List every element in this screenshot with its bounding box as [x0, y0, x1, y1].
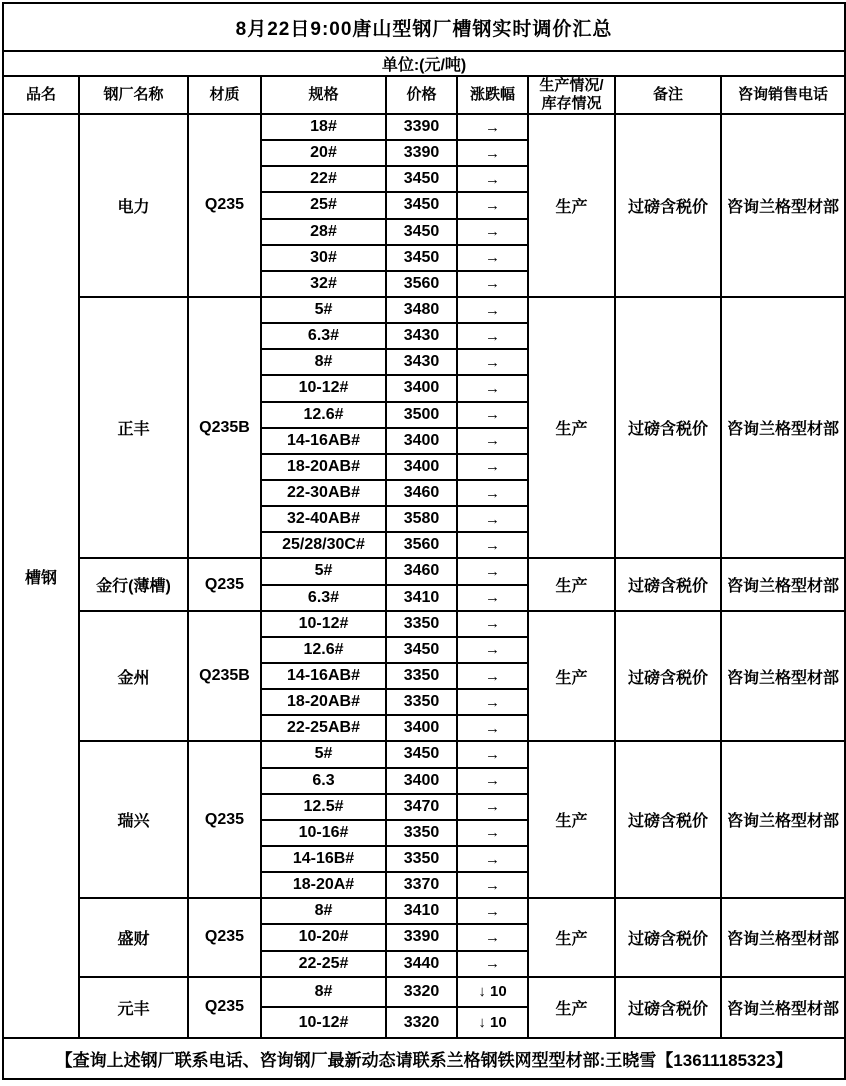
spec-cell: 18# [261, 114, 386, 140]
price-cell: 3450 [386, 219, 457, 245]
production-status-cell: 生产 [528, 898, 615, 976]
price-cell: 3400 [386, 768, 457, 794]
change-indicator-cell: → [457, 951, 528, 977]
spec-cell: 18-20AB# [261, 689, 386, 715]
column-header-6: 涨跌幅 [457, 76, 528, 114]
price-cell: 3450 [386, 637, 457, 663]
price-cell: 3500 [386, 402, 457, 428]
change-indicator-cell: → [457, 820, 528, 846]
table-row [3, 977, 845, 1008]
price-cell: 3440 [386, 951, 457, 977]
change-indicator-cell: → [457, 323, 528, 349]
price-cell: 3460 [386, 558, 457, 584]
spec-cell: 22-30AB# [261, 480, 386, 506]
price-cell: 3470 [386, 794, 457, 820]
spec-cell: 10-12# [261, 611, 386, 637]
column-header-8: 备注 [615, 76, 721, 114]
spec-cell: 12.5# [261, 794, 386, 820]
price-cell: 3560 [386, 532, 457, 558]
mill-name-cell: 电力 [79, 114, 188, 297]
spec-cell: 8# [261, 349, 386, 375]
change-indicator-cell: → [457, 689, 528, 715]
production-status-cell: 生产 [528, 558, 615, 610]
sales-phone-cell: 咨询兰格型材部 [721, 741, 845, 898]
price-cell: 3370 [386, 872, 457, 898]
spec-cell: 6.3 [261, 768, 386, 794]
price-cell: 3410 [386, 898, 457, 924]
mill-name-cell: 瑞兴 [79, 741, 188, 898]
spec-cell: 12.6# [261, 637, 386, 663]
spec-cell: 10-16# [261, 820, 386, 846]
price-cell: 3400 [386, 428, 457, 454]
spec-cell: 8# [261, 977, 386, 1008]
remark-cell: 过磅含税价 [615, 898, 721, 976]
price-cell: 3450 [386, 741, 457, 767]
column-header-7: 生产情况/ 库存情况 [528, 76, 615, 114]
spec-cell: 25# [261, 192, 386, 218]
price-cell: 3390 [386, 114, 457, 140]
change-indicator-cell: → [457, 375, 528, 401]
material-cell: Q235 [188, 977, 261, 1038]
material-cell: Q235 [188, 558, 261, 610]
change-indicator-cell: → [457, 245, 528, 271]
mill-name-cell: 元丰 [79, 977, 188, 1038]
change-indicator-cell: → [457, 558, 528, 584]
sales-phone-cell: 咨询兰格型材部 [721, 297, 845, 558]
column-header-2: 钢厂名称 [79, 76, 188, 114]
sales-phone-cell: 咨询兰格型材部 [721, 898, 845, 976]
table-row [3, 297, 845, 323]
price-cell: 3430 [386, 349, 457, 375]
change-indicator-cell: → [457, 114, 528, 140]
unit-row [3, 51, 845, 76]
price-cell: 3390 [386, 140, 457, 166]
spec-cell: 6.3# [261, 585, 386, 611]
remark-cell: 过磅含税价 [615, 741, 721, 898]
price-cell: 3400 [386, 454, 457, 480]
spec-cell: 20# [261, 140, 386, 166]
change-indicator-cell: → [457, 898, 528, 924]
price-cell: 3390 [386, 924, 457, 950]
title-row [3, 3, 845, 51]
spec-cell: 32-40AB# [261, 506, 386, 532]
spec-cell: 25/28/30C# [261, 532, 386, 558]
spec-cell: 14-16AB# [261, 663, 386, 689]
spec-cell: 14-16B# [261, 846, 386, 872]
spec-cell: 6.3# [261, 323, 386, 349]
spec-cell: 22-25AB# [261, 715, 386, 741]
spec-cell: 28# [261, 219, 386, 245]
spec-cell: 5# [261, 741, 386, 767]
price-cell: 3450 [386, 166, 457, 192]
price-cell: 3460 [386, 480, 457, 506]
remark-cell: 过磅含税价 [615, 558, 721, 610]
price-cell: 3450 [386, 245, 457, 271]
table-row [3, 558, 845, 584]
spec-cell: 10-12# [261, 1007, 386, 1038]
price-cell: 3350 [386, 663, 457, 689]
price-cell: 3480 [386, 297, 457, 323]
price-cell: 3400 [386, 375, 457, 401]
spec-cell: 8# [261, 898, 386, 924]
material-cell: Q235 [188, 898, 261, 976]
price-cell: 3410 [386, 585, 457, 611]
material-cell: Q235B [188, 297, 261, 558]
change-indicator-cell: → [457, 846, 528, 872]
change-indicator-cell: → [457, 532, 528, 558]
price-cell: 3320 [386, 1007, 457, 1038]
spec-cell: 5# [261, 558, 386, 584]
spec-cell: 18-20AB# [261, 454, 386, 480]
change-indicator-cell: → [457, 166, 528, 192]
column-header-9: 咨询销售电话 [721, 76, 845, 114]
change-indicator-cell: ↓ 10 [457, 977, 528, 1008]
price-cell: 3350 [386, 820, 457, 846]
mill-name-cell: 正丰 [79, 297, 188, 558]
column-header-4: 规格 [261, 76, 386, 114]
remark-cell: 过磅含税价 [615, 611, 721, 742]
price-cell: 3320 [386, 977, 457, 1008]
page-title: 8月22日9:00唐山型钢厂槽钢实时调价汇总 [3, 3, 845, 51]
mill-name-cell: 盛财 [79, 898, 188, 976]
change-indicator-cell: → [457, 872, 528, 898]
price-cell: 3400 [386, 715, 457, 741]
remark-cell: 过磅含税价 [615, 977, 721, 1038]
sales-phone-cell: 咨询兰格型材部 [721, 611, 845, 742]
production-status-cell: 生产 [528, 977, 615, 1038]
price-cell: 3350 [386, 846, 457, 872]
mill-name-cell: 金州 [79, 611, 188, 742]
change-indicator-cell: → [457, 741, 528, 767]
change-indicator-cell: → [457, 663, 528, 689]
material-cell: Q235 [188, 114, 261, 297]
mill-name-cell: 金行(薄槽) [79, 558, 188, 610]
column-header-3: 材质 [188, 76, 261, 114]
sales-phone-cell: 咨询兰格型材部 [721, 114, 845, 297]
change-indicator-cell: → [457, 480, 528, 506]
column-header-1: 品名 [3, 76, 79, 114]
production-status-cell: 生产 [528, 611, 615, 742]
price-cell: 3350 [386, 689, 457, 715]
change-indicator-cell: → [457, 768, 528, 794]
production-status-cell: 生产 [528, 741, 615, 898]
product-name-cell: 槽钢 [3, 114, 79, 1038]
table-row [3, 114, 845, 140]
change-indicator-cell: → [457, 271, 528, 297]
table-row [3, 741, 845, 767]
footer-contact: 【查询上述钢厂联系电话、咨询钢厂最新动态请联系兰格钢铁网型型材部:王晓雪【13611185323】 [3, 1038, 845, 1079]
change-indicator-cell: → [457, 219, 528, 245]
table-row [3, 898, 845, 924]
production-status-cell: 生产 [528, 114, 615, 297]
footer-row [3, 1038, 845, 1079]
remark-cell: 过磅含税价 [615, 114, 721, 297]
price-cell: 3560 [386, 271, 457, 297]
change-indicator-cell: → [457, 454, 528, 480]
spec-cell: 18-20A# [261, 872, 386, 898]
change-indicator-cell: → [457, 585, 528, 611]
column-header-5: 价格 [386, 76, 457, 114]
sales-phone-cell: 咨询兰格型材部 [721, 558, 845, 610]
unit-label: 单位:(元/吨) [3, 51, 845, 76]
spec-cell: 10-12# [261, 375, 386, 401]
remark-cell: 过磅含税价 [615, 297, 721, 558]
spec-cell: 12.6# [261, 402, 386, 428]
change-indicator-cell: → [457, 794, 528, 820]
spec-cell: 22# [261, 166, 386, 192]
change-indicator-cell: → [457, 715, 528, 741]
change-indicator-cell: → [457, 506, 528, 532]
price-cell: 3350 [386, 611, 457, 637]
change-indicator-cell: → [457, 428, 528, 454]
change-indicator-cell: → [457, 349, 528, 375]
change-indicator-cell: → [457, 611, 528, 637]
change-indicator-cell: → [457, 297, 528, 323]
price-table [2, 2, 846, 1080]
spec-cell: 32# [261, 271, 386, 297]
change-indicator-cell: → [457, 140, 528, 166]
price-cell: 3580 [386, 506, 457, 532]
change-indicator-cell: → [457, 402, 528, 428]
production-status-cell: 生产 [528, 297, 615, 558]
column-header-row [3, 76, 845, 114]
spec-cell: 22-25# [261, 951, 386, 977]
table-row [3, 611, 845, 637]
sales-phone-cell: 咨询兰格型材部 [721, 977, 845, 1038]
spec-cell: 5# [261, 297, 386, 323]
change-indicator-cell: → [457, 637, 528, 663]
material-cell: Q235 [188, 741, 261, 898]
spec-cell: 10-20# [261, 924, 386, 950]
price-cell: 3450 [386, 192, 457, 218]
spec-cell: 30# [261, 245, 386, 271]
material-cell: Q235B [188, 611, 261, 742]
change-indicator-cell: ↓ 10 [457, 1007, 528, 1038]
change-indicator-cell: → [457, 924, 528, 950]
spec-cell: 14-16AB# [261, 428, 386, 454]
change-indicator-cell: → [457, 192, 528, 218]
price-cell: 3430 [386, 323, 457, 349]
